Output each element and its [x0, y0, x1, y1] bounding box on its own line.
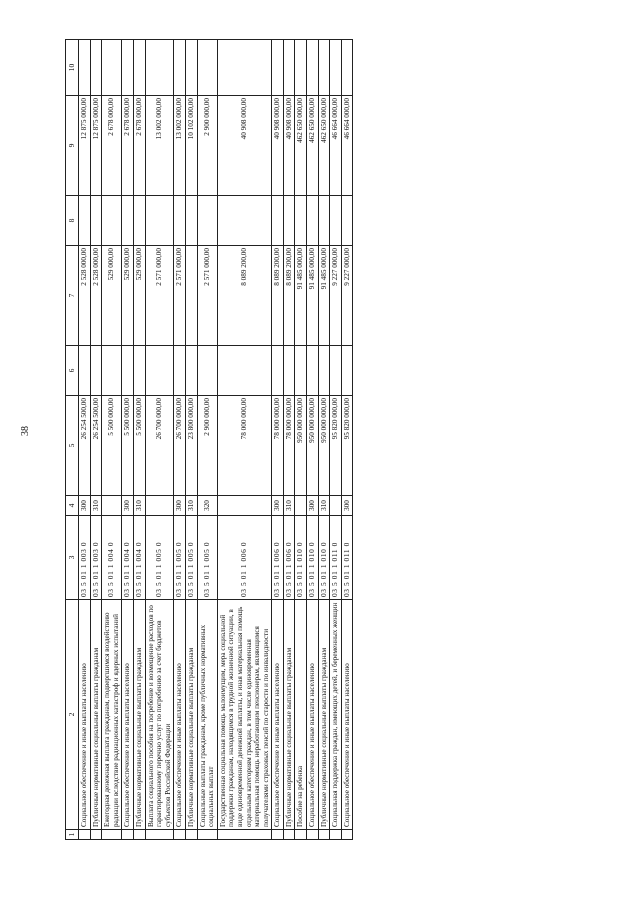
expense-type-cell: 300	[341, 496, 353, 516]
expense-type-cell	[102, 496, 122, 516]
amount-cell	[272, 40, 284, 96]
amount-cell: 23 800 000,00	[185, 396, 197, 496]
table-row	[272, 40, 284, 840]
column-header: 7	[66, 246, 79, 346]
target-code-cell: 03 5 01 1 003 0	[90, 516, 102, 600]
target-code-cell: 03 5 01 1 005 0	[185, 516, 197, 600]
amount-cell: 26 254 500,00	[79, 396, 91, 496]
amount-cell: 2 900 000,00	[197, 396, 217, 496]
amount-cell	[295, 40, 307, 96]
amount-cell: 950 000 000,00	[318, 396, 330, 496]
row-marker-cell	[283, 830, 295, 840]
table-row	[185, 40, 197, 840]
amount-cell: 529 000,00	[133, 246, 145, 346]
table-header-row	[66, 40, 79, 840]
amount-cell: 950 000 000,00	[295, 396, 307, 496]
amount-cell	[272, 196, 284, 246]
row-marker-cell	[217, 830, 272, 840]
amount-cell	[185, 40, 197, 96]
amount-cell	[330, 196, 342, 246]
row-marker-cell	[307, 830, 319, 840]
expense-type-cell: 310	[283, 496, 295, 516]
article-name-cell: Социальное обеспечение и иные выплаты населению	[122, 600, 134, 830]
table-row	[330, 40, 342, 840]
amount-cell: 12 875 000,00	[90, 96, 102, 196]
amount-cell: 8 089 200,00	[272, 246, 284, 346]
amount-cell	[341, 40, 353, 96]
amount-cell: 8 089 200,00	[217, 246, 272, 346]
expense-type-cell: 310	[318, 496, 330, 516]
table-row	[133, 40, 145, 840]
article-name-cell: Социальное обеспечение и иные выплаты населению	[174, 600, 186, 830]
expense-type-cell: 310	[90, 496, 102, 516]
amount-cell: 2 528 000,00	[79, 246, 91, 346]
amount-cell	[341, 346, 353, 396]
expense-type-cell	[217, 496, 272, 516]
target-code-cell: 03 5 01 1 011 0	[341, 516, 353, 600]
amount-cell: 2 571 000,00	[174, 246, 186, 346]
amount-cell: 91 485 000,00	[295, 246, 307, 346]
amount-cell: 13 002 000,00	[145, 96, 174, 196]
amount-cell: 462 650 000,00	[318, 96, 330, 196]
article-name-cell: Публичные нормативные социальные выплаты гражданам	[133, 600, 145, 830]
row-marker-cell	[185, 830, 197, 840]
amount-cell: 5 500 000,00	[122, 396, 134, 496]
amount-cell: 9 227 000,00	[330, 246, 342, 346]
article-name-cell: Публичные нормативные социальные выплаты гражданам	[90, 600, 102, 830]
column-header: 9	[66, 96, 79, 196]
amount-cell	[90, 40, 102, 96]
amount-cell: 26 700 000,00	[174, 396, 186, 496]
target-code-cell: 03 5 01 1 003 0	[79, 516, 91, 600]
page-number: 38	[20, 426, 31, 436]
target-code-cell: 03 5 01 1 010 0	[318, 516, 330, 600]
amount-cell	[197, 196, 217, 246]
amount-cell	[174, 196, 186, 246]
amount-cell	[307, 196, 319, 246]
column-header: 6	[66, 346, 79, 396]
amount-cell: 529 000,00	[122, 246, 134, 346]
amount-cell: 5 500 000,00	[133, 396, 145, 496]
table-row	[283, 40, 295, 840]
expense-type-cell	[330, 496, 342, 516]
expense-type-cell: 300	[174, 496, 186, 516]
amount-cell: 2 571 000,00	[145, 246, 174, 346]
expense-type-cell: 300	[79, 496, 91, 516]
amount-cell	[295, 196, 307, 246]
amount-cell	[197, 346, 217, 396]
amount-cell: 91 485 000,00	[307, 246, 319, 346]
article-name-cell: Ежегодная денежная выплата гражданам, подвергшимся воздействию радиации вследствие радиационных катастроф и ядерных испытаний	[102, 600, 122, 830]
amount-cell	[174, 346, 186, 396]
target-code-cell: 03 5 01 1 006 0	[217, 516, 272, 600]
amount-cell	[185, 196, 197, 246]
table-row	[145, 40, 174, 840]
amount-cell	[197, 40, 217, 96]
table-row	[122, 40, 134, 840]
amount-cell	[133, 196, 145, 246]
target-code-cell: 03 5 01 1 006 0	[272, 516, 284, 600]
amount-cell	[133, 40, 145, 96]
amount-cell: 40 908 000,00	[272, 96, 284, 196]
amount-cell	[145, 346, 174, 396]
amount-cell: 26 700 000,00	[145, 396, 174, 496]
target-code-cell: 03 5 01 1 011 0	[330, 516, 342, 600]
row-marker-cell	[174, 830, 186, 840]
amount-cell: 9 227 000,00	[341, 246, 353, 346]
amount-cell	[283, 40, 295, 96]
article-name-cell: Публичные нормативные социальные выплаты гражданам	[283, 600, 295, 830]
amount-cell: 2 571 000,00	[197, 246, 217, 346]
amount-cell	[102, 40, 122, 96]
article-name-cell: Пособие на ребенка	[295, 600, 307, 830]
table-row	[295, 40, 307, 840]
table-row	[90, 40, 102, 840]
target-code-cell: 03 5 01 1 010 0	[295, 516, 307, 600]
target-code-cell: 03 5 01 1 005 0	[145, 516, 174, 600]
table-row	[318, 40, 330, 840]
row-marker-cell	[318, 830, 330, 840]
target-code-cell: 03 5 01 1 004 0	[102, 516, 122, 600]
amount-cell: 462 650 000,00	[307, 96, 319, 196]
amount-cell: 2 900 000,00	[197, 96, 217, 196]
amount-cell: 2 678 000,00	[102, 96, 122, 196]
amount-cell	[122, 196, 134, 246]
target-code-cell: 03 5 01 1 004 0	[122, 516, 134, 600]
amount-cell	[330, 346, 342, 396]
amount-cell	[318, 196, 330, 246]
amount-cell	[102, 196, 122, 246]
expense-type-cell	[295, 496, 307, 516]
table-row	[174, 40, 186, 840]
expense-type-cell	[145, 496, 174, 516]
column-header: 5	[66, 396, 79, 496]
target-code-cell: 03 5 01 1 004 0	[133, 516, 145, 600]
amount-cell: 950 000 000,00	[307, 396, 319, 496]
amount-cell: 46 664 000,00	[330, 96, 342, 196]
row-marker-cell	[341, 830, 353, 840]
article-name-cell: Социальное обеспечение и иные выплаты населению	[79, 600, 91, 830]
amount-cell: 91 485 000,00	[318, 246, 330, 346]
amount-cell: 78 000 000,00	[217, 396, 272, 496]
expense-type-cell: 300	[307, 496, 319, 516]
row-marker-cell	[79, 830, 91, 840]
amount-cell: 95 820 000,00	[330, 396, 342, 496]
target-code-cell: 03 5 01 1 006 0	[283, 516, 295, 600]
column-header: 10	[66, 40, 79, 96]
table-row	[341, 40, 353, 840]
table-row	[102, 40, 122, 840]
expense-type-cell: 310	[133, 496, 145, 516]
amount-cell	[217, 40, 272, 96]
article-name-cell: Государственная социальная помощь малоимущим, мера социальной поддержки гражданам, находящимся в трудной жизненной ситуации, в виде единовременной денежной выплаты, и иная материальная помощь отдельным категориям граждан, в том числе единовременная материальная помощь неработающим пенсионерам, являющимся получателями страховых пенсий по старости и по инвалидности	[217, 600, 272, 830]
amount-cell	[185, 246, 197, 346]
article-name-cell: Социальное обеспечение и иные выплаты населению	[272, 600, 284, 830]
amount-cell: 95 820 000,00	[341, 396, 353, 496]
amount-cell: 78 000 000,00	[283, 396, 295, 496]
amount-cell: 13 002 000,00	[174, 96, 186, 196]
row-marker-cell	[272, 830, 284, 840]
amount-cell	[283, 196, 295, 246]
table-row	[197, 40, 217, 840]
column-header: 2	[66, 600, 79, 830]
article-name-cell: Социальные выплаты гражданам, кроме публичных нормативных социальных выплат	[197, 600, 217, 830]
target-code-cell: 03 5 01 1 005 0	[197, 516, 217, 600]
amount-cell: 10 102 000,00	[185, 96, 197, 196]
amount-cell	[122, 346, 134, 396]
amount-cell: 2 678 000,00	[133, 96, 145, 196]
expense-type-cell: 300	[272, 496, 284, 516]
amount-cell: 12 875 000,00	[79, 96, 91, 196]
article-name-cell: Социальная поддержка граждан, имеющих детей, и беременных женщин	[330, 600, 342, 830]
amount-cell	[90, 346, 102, 396]
amount-cell	[90, 196, 102, 246]
column-header: 4	[66, 496, 79, 516]
expense-type-cell: 320	[197, 496, 217, 516]
amount-cell: 529 000,00	[102, 246, 122, 346]
amount-cell	[79, 346, 91, 396]
row-marker-cell	[133, 830, 145, 840]
row-marker-cell	[197, 830, 217, 840]
column-header: 1	[66, 830, 79, 840]
article-name-cell: Социальное обеспечение и иные выплаты населению	[307, 600, 319, 830]
table-row	[79, 40, 91, 840]
amount-cell	[330, 40, 342, 96]
amount-cell	[283, 346, 295, 396]
row-marker-cell	[295, 830, 307, 840]
row-marker-cell	[145, 830, 174, 840]
column-header: 3	[66, 516, 79, 600]
amount-cell: 26 254 500,00	[90, 396, 102, 496]
amount-cell	[295, 346, 307, 396]
amount-cell: 8 089 200,00	[283, 246, 295, 346]
budget-table-sheet	[65, 40, 605, 840]
table-row	[217, 40, 272, 840]
target-code-cell: 03 5 01 1 005 0	[174, 516, 186, 600]
amount-cell	[307, 346, 319, 396]
expense-type-cell: 300	[122, 496, 134, 516]
amount-cell	[217, 196, 272, 246]
amount-cell: 2 678 000,00	[122, 96, 134, 196]
article-name-cell: Публичные нормативные социальные выплаты гражданам	[185, 600, 197, 830]
amount-cell	[217, 346, 272, 396]
table-row	[307, 40, 319, 840]
amount-cell	[318, 346, 330, 396]
amount-cell	[79, 196, 91, 246]
budget-table	[65, 39, 353, 840]
article-name-cell: Публичные нормативные социальные выплаты гражданам	[318, 600, 330, 830]
amount-cell	[341, 196, 353, 246]
amount-cell	[307, 40, 319, 96]
amount-cell	[185, 346, 197, 396]
amount-cell	[122, 40, 134, 96]
column-header: 8	[66, 196, 79, 246]
amount-cell: 46 664 000,00	[341, 96, 353, 196]
row-marker-cell	[330, 830, 342, 840]
amount-cell: 40 908 000,00	[217, 96, 272, 196]
amount-cell	[318, 40, 330, 96]
row-marker-cell	[90, 830, 102, 840]
amount-cell: 2 528 000,00	[90, 246, 102, 346]
amount-cell	[79, 40, 91, 96]
amount-cell: 462 650 000,00	[295, 96, 307, 196]
amount-cell	[102, 346, 122, 396]
amount-cell: 5 500 000,00	[102, 396, 122, 496]
amount-cell: 40 908 000,00	[283, 96, 295, 196]
table-body	[79, 40, 353, 840]
row-marker-cell	[102, 830, 122, 840]
amount-cell	[174, 40, 186, 96]
article-name-cell: Социальное обеспечение и иные выплаты населению	[341, 600, 353, 830]
amount-cell	[272, 346, 284, 396]
row-marker-cell	[122, 830, 134, 840]
article-name-cell: Выплата социального пособия на погребение и возмещение расходов по гарантированному перечню услуг по погребению за счет бюджетов субъектов Российской Федерации	[145, 600, 174, 830]
amount-cell	[133, 346, 145, 396]
amount-cell: 78 000 000,00	[272, 396, 284, 496]
amount-cell	[145, 196, 174, 246]
expense-type-cell: 310	[185, 496, 197, 516]
amount-cell	[145, 40, 174, 96]
target-code-cell: 03 5 01 1 010 0	[307, 516, 319, 600]
